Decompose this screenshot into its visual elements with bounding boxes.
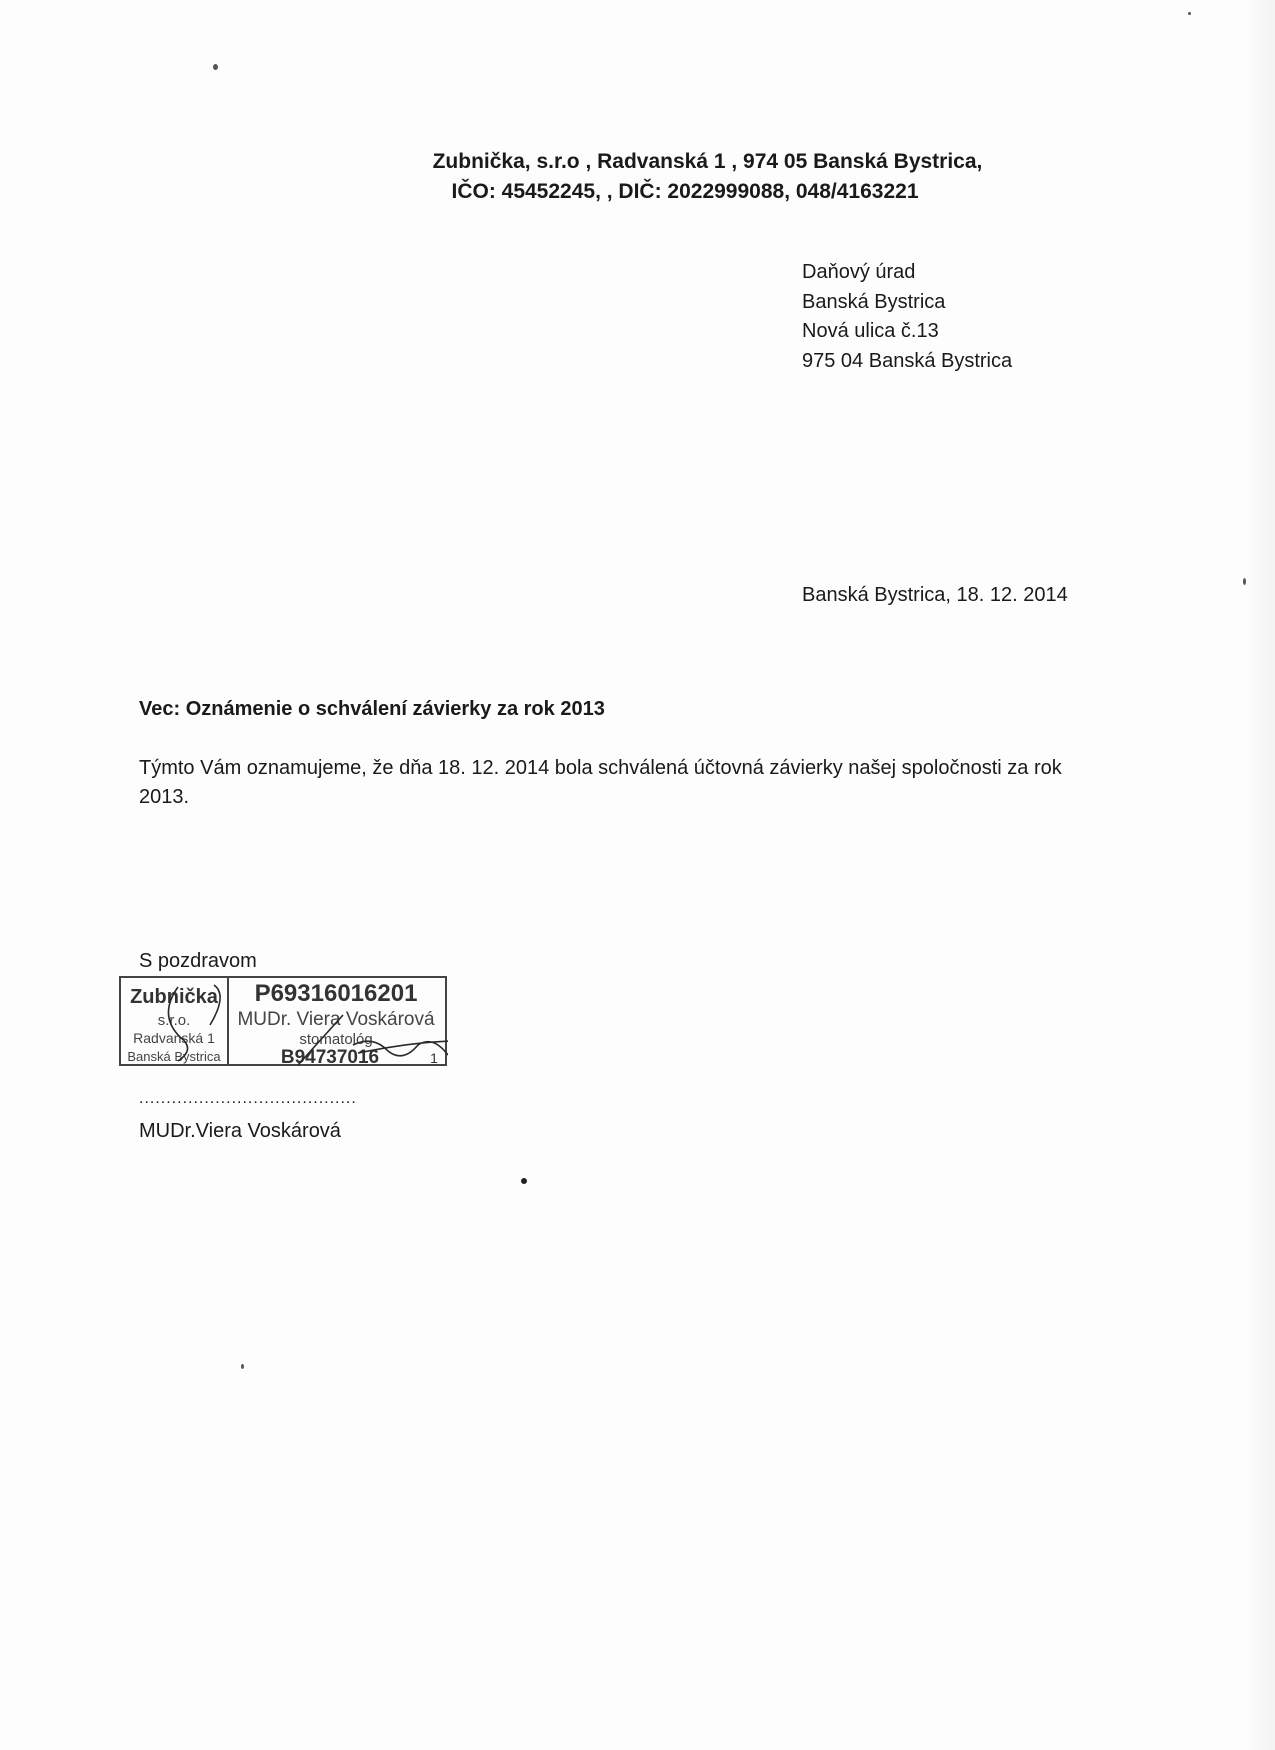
- scan-speck: [1243, 578, 1246, 585]
- scan-speck: [1188, 12, 1191, 15]
- letter-body: Týmto Vám oznamujeme, že dňa 18. 12. 2014 bola schválená účtovná závierky našej spoločnosti za rok 2013.: [139, 757, 1062, 808]
- recipient-line: 975 04 Banská Bystrica: [802, 349, 1013, 372]
- stamp-code: B94737016: [280, 1047, 380, 1067]
- stamp-company-form: s.r.o.: [157, 1012, 191, 1029]
- scan-speck: [213, 64, 218, 70]
- stamp-profession: stomatológ: [299, 1031, 373, 1048]
- company-header-line2: IČO: 45452245, , DIČ: 2022999088, 048/4163221: [451, 180, 919, 203]
- stamp-index: 1: [430, 1050, 438, 1066]
- stamp-doctor-name: MUDr. Viera Voskárová: [237, 1009, 435, 1030]
- stamp-company-city: Banská Bystrica: [127, 1049, 221, 1064]
- closing-greeting: S pozdravom: [139, 950, 257, 972]
- signature-dotted-line: ........................................: [139, 1090, 357, 1107]
- stamp-id-number: P69316016201: [254, 980, 418, 1007]
- scan-edge-shadow: [1241, 0, 1275, 1750]
- stamp-company-name: Zubnička: [130, 986, 218, 1008]
- company-stamp: [118, 975, 448, 1067]
- scan-speck: [241, 1364, 244, 1369]
- place-and-date: Banská Bystrica, 18. 12. 2014: [802, 584, 1068, 606]
- recipient-line: Banská Bystrica: [802, 290, 946, 313]
- recipient-line: Nová ulica č.13: [802, 320, 939, 342]
- recipient-line: Daňový úrad: [802, 261, 916, 283]
- scan-speck: [521, 1178, 527, 1184]
- recipient-address: [802, 258, 1012, 376]
- company-header-line1: Zubnička, s.r.o , Radvanská 1 , 974 05 Banská Bystrica,: [432, 150, 983, 173]
- signer-name: MUDr.Viera Voskárová: [139, 1120, 341, 1142]
- subject-line: Vec: Oznámenie o schválení závierky za rok 2013: [139, 698, 605, 720]
- stamp-company-street: Radvanská 1: [133, 1030, 215, 1046]
